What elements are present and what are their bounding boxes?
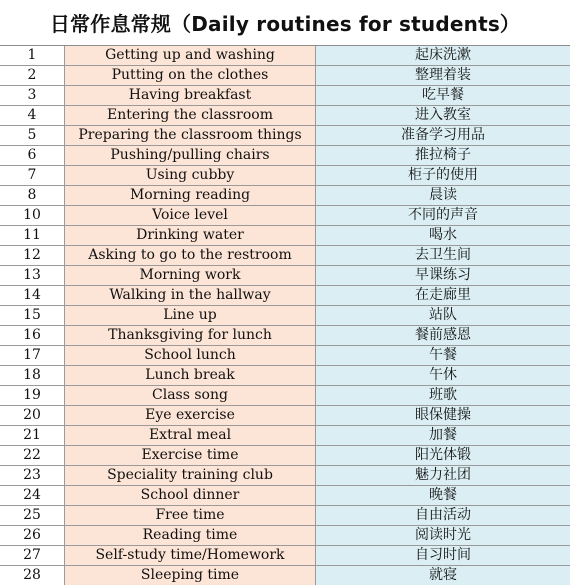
english-routine-cell: Extral meal	[65, 426, 316, 446]
table-row	[0, 506, 570, 526]
chinese-routine-cell: 午餐	[316, 346, 570, 366]
row-number-cell: 12	[0, 246, 65, 266]
chinese-routine-cell: 就寝	[316, 566, 570, 585]
english-routine-cell: Thanksgiving for lunch	[65, 326, 316, 346]
row-number-cell: 28	[0, 566, 65, 585]
chinese-routine-cell: 班歌	[316, 386, 570, 406]
english-routine-cell: Entering the classroom	[65, 106, 316, 126]
chinese-routine-cell: 加餐	[316, 426, 570, 446]
english-routine-cell: Asking to go to the restroom	[65, 246, 316, 266]
table-row	[0, 426, 570, 446]
table-row	[0, 406, 570, 426]
row-number-cell: 5	[0, 126, 65, 146]
table-row	[0, 346, 570, 366]
row-number-cell: 25	[0, 506, 65, 526]
table-row	[0, 306, 570, 326]
english-routine-cell: Drinking water	[65, 226, 316, 246]
chinese-routine-cell: 阅读时光	[316, 526, 570, 546]
row-number-cell: 22	[0, 446, 65, 466]
table-row	[0, 546, 570, 566]
chinese-routine-cell: 站队	[316, 306, 570, 326]
english-routine-cell: Having breakfast	[65, 86, 316, 106]
table-row	[0, 446, 570, 466]
table-row	[0, 126, 570, 146]
table-row	[0, 286, 570, 306]
chinese-routine-cell: 眼保健操	[316, 406, 570, 426]
routines-table	[0, 46, 570, 585]
english-routine-cell: Exercise time	[65, 446, 316, 466]
english-routine-cell: Reading time	[65, 526, 316, 546]
table-row	[0, 86, 570, 106]
english-routine-cell: Free time	[65, 506, 316, 526]
english-routine-cell: Using cubby	[65, 166, 316, 186]
chinese-routine-cell: 晚餐	[316, 486, 570, 506]
english-routine-cell: Voice level	[65, 206, 316, 226]
chinese-routine-cell: 吃早餐	[316, 86, 570, 106]
row-number-cell: 16	[0, 326, 65, 346]
row-number-cell: 6	[0, 146, 65, 166]
english-routine-cell: School dinner	[65, 486, 316, 506]
chinese-routine-cell: 进入教室	[316, 106, 570, 126]
table-row	[0, 566, 570, 585]
chinese-routine-cell: 喝水	[316, 226, 570, 246]
table-row	[0, 526, 570, 546]
table-row	[0, 486, 570, 506]
chinese-routine-cell: 在走廊里	[316, 286, 570, 306]
table-row	[0, 46, 570, 66]
chinese-routine-cell: 柜子的使用	[316, 166, 570, 186]
chinese-routine-cell: 午休	[316, 366, 570, 386]
row-number-cell: 2	[0, 66, 65, 86]
row-number-cell: 15	[0, 306, 65, 326]
row-number-cell: 10	[0, 206, 65, 226]
english-routine-cell: Putting on the clothes	[65, 66, 316, 86]
table-row	[0, 106, 570, 126]
chinese-routine-cell: 早课练习	[316, 266, 570, 286]
routines-table-body	[0, 46, 570, 585]
row-number-cell: 7	[0, 166, 65, 186]
chinese-routine-cell: 不同的声音	[316, 206, 570, 226]
table-row	[0, 146, 570, 166]
row-number-cell: 3	[0, 86, 65, 106]
chinese-routine-cell: 起床洗漱	[316, 46, 570, 66]
table-row	[0, 466, 570, 486]
table-row	[0, 66, 570, 86]
row-number-cell: 26	[0, 526, 65, 546]
english-routine-cell: Self-study time/Homework	[65, 546, 316, 566]
english-routine-cell: Pushing/pulling chairs	[65, 146, 316, 166]
table-row	[0, 366, 570, 386]
english-routine-cell: Sleeping time	[65, 566, 316, 585]
table-row	[0, 326, 570, 346]
row-number-cell: 14	[0, 286, 65, 306]
chinese-routine-cell: 餐前感恩	[316, 326, 570, 346]
english-routine-cell: Line up	[65, 306, 316, 326]
table-row	[0, 226, 570, 246]
table-row	[0, 386, 570, 406]
chinese-routine-cell: 晨读	[316, 186, 570, 206]
table-row	[0, 266, 570, 286]
english-routine-cell: Preparing the classroom things	[65, 126, 316, 146]
row-number-cell: 20	[0, 406, 65, 426]
row-number-cell: 24	[0, 486, 65, 506]
english-routine-cell: Speciality training club	[65, 466, 316, 486]
row-number-cell: 19	[0, 386, 65, 406]
chinese-routine-cell: 去卫生间	[316, 246, 570, 266]
chinese-routine-cell: 整理着装	[316, 66, 570, 86]
row-number-cell: 17	[0, 346, 65, 366]
table-row	[0, 206, 570, 226]
english-routine-cell: Morning reading	[65, 186, 316, 206]
english-routine-cell: Lunch break	[65, 366, 316, 386]
row-number-cell: 13	[0, 266, 65, 286]
row-number-cell: 21	[0, 426, 65, 446]
row-number-cell: 23	[0, 466, 65, 486]
chinese-routine-cell: 自习时间	[316, 546, 570, 566]
english-routine-cell: School lunch	[65, 346, 316, 366]
row-number-cell: 11	[0, 226, 65, 246]
row-number-cell: 8	[0, 186, 65, 206]
english-routine-cell: Class song	[65, 386, 316, 406]
english-routine-cell: Getting up and washing	[65, 46, 316, 66]
table-row	[0, 186, 570, 206]
chinese-routine-cell: 阳光体锻	[316, 446, 570, 466]
english-routine-cell: Eye exercise	[65, 406, 316, 426]
row-number-cell: 18	[0, 366, 65, 386]
chinese-routine-cell: 魅力社团	[316, 466, 570, 486]
chinese-routine-cell: 准备学习用品	[316, 126, 570, 146]
row-number-cell: 4	[0, 106, 65, 126]
routines-table-container	[0, 46, 570, 585]
chinese-routine-cell: 推拉椅子	[316, 146, 570, 166]
english-routine-cell: Morning work	[65, 266, 316, 286]
row-number-cell: 1	[0, 46, 65, 66]
table-row	[0, 246, 570, 266]
table-row	[0, 166, 570, 186]
row-number-cell: 27	[0, 546, 65, 566]
page-title: 日常作息常规（Daily routines for students）	[0, 0, 570, 46]
chinese-routine-cell: 自由活动	[316, 506, 570, 526]
english-routine-cell: Walking in the hallway	[65, 286, 316, 306]
